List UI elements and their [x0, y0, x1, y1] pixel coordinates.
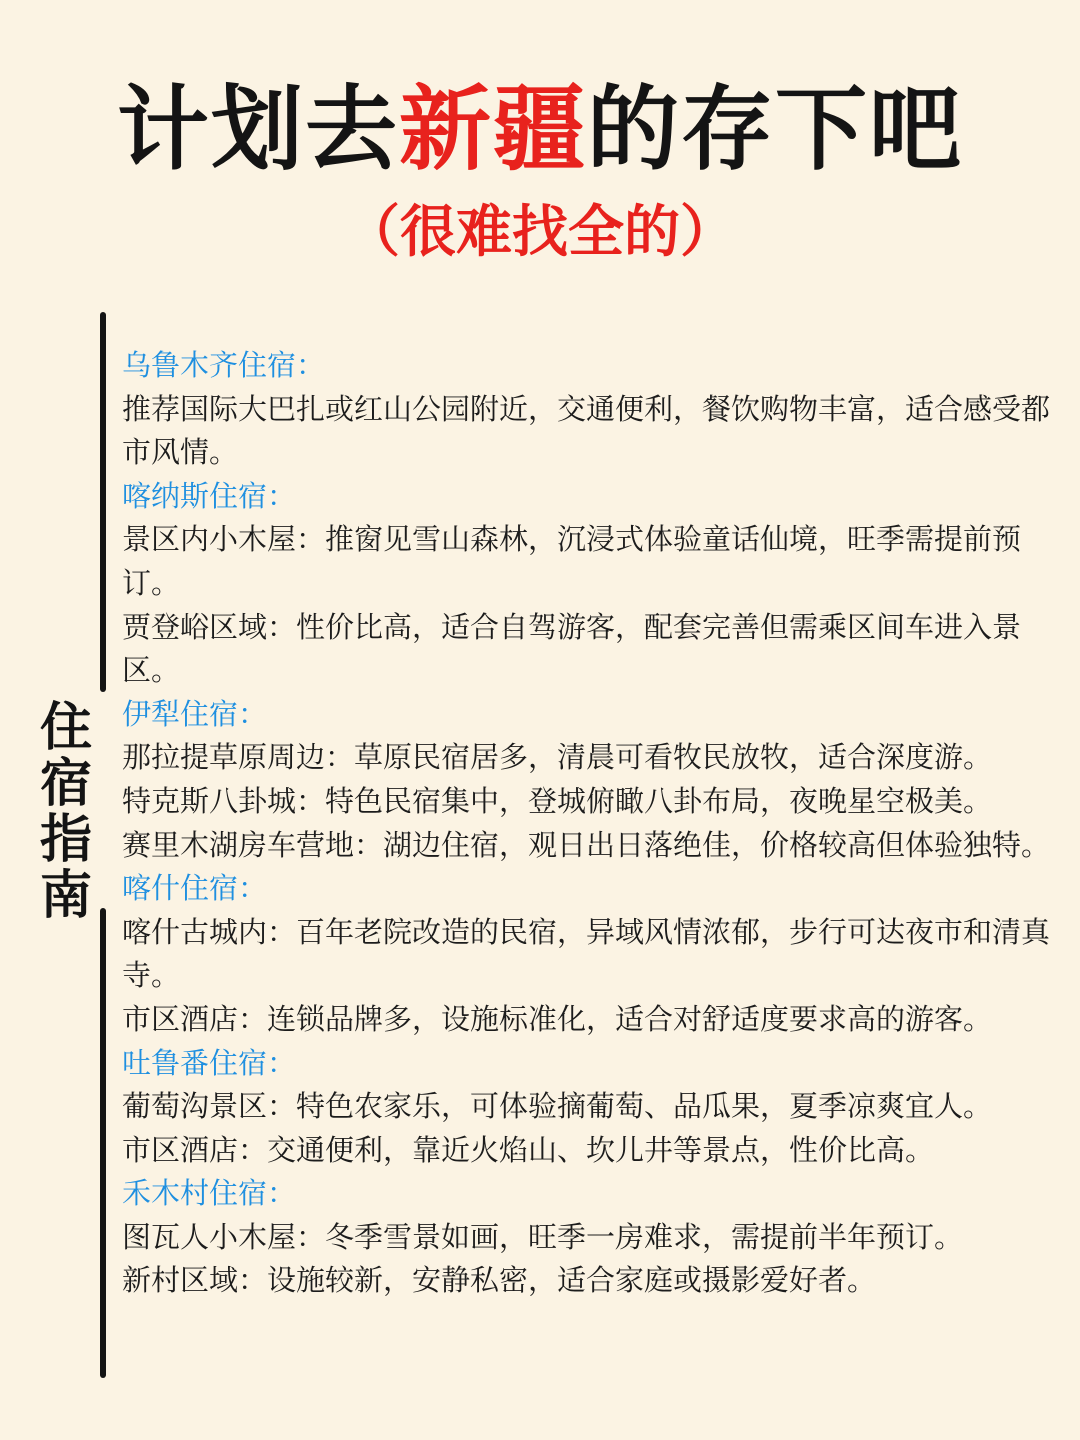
section-heading: 乌鲁木齐住宿： [122, 348, 326, 382]
page-title [0, 78, 1080, 182]
section-heading: 吐鲁番住宿： [122, 1045, 297, 1080]
list-item: 景区内小木屋：推窗见雪山森林，沉浸式体验童话仙境，旺季需提前预订。 [122, 522, 1022, 600]
section-urumqi [122, 344, 1052, 475]
title-highlight: 新疆 [398, 76, 587, 183]
list-item: 葡萄沟景区：特色农家乐，可体验摘葡萄、品瓜果，夏季凉爽宜人。 [122, 1089, 993, 1124]
list-item: 那拉提草原周边：草原民宿居多，清晨可看牧民放牧，适合深度游。 [122, 740, 993, 775]
list-item: 贾登峪区域：性价比高，适合自驾游客，配套完善但需乘区间车进入景区。 [122, 609, 1022, 688]
list-item: 图瓦人小木屋：冬季雪景如画，旺季一房难求，需提前半年预订。 [122, 1219, 964, 1254]
section-heading: 喀纳斯住宿： [122, 478, 297, 513]
side-divider-bottom [100, 908, 106, 1378]
section-turpan [122, 1042, 1052, 1173]
list-item: 市区酒店：连锁品牌多，设施标准化，适合对舒适度要求高的游客。 [122, 1001, 993, 1036]
list-item: 喀什古城内：百年老院改造的民宿，异域风情浓郁，步行可达夜市和清真寺。 [122, 914, 1051, 993]
section-heading: 喀什住宿： [122, 871, 268, 906]
side-label: 住宿指南 [39, 698, 92, 926]
section-heading: 伊犁住宿： [122, 696, 268, 731]
page-subtitle: （很难找全的） [344, 200, 736, 265]
side-divider-top [100, 312, 106, 692]
section-hemu [122, 1172, 1052, 1303]
list-item: 推荐国际大巴扎或红山公园附近，交通便利，餐饮购物丰富，适合感受都市风情。 [122, 391, 1051, 470]
title-part-1: 计划去 [116, 76, 399, 183]
lodging-guide [122, 344, 1052, 1303]
section-yili [122, 693, 1052, 867]
title-part-2: 的存下吧 [587, 76, 964, 183]
section-heading: 禾木村住宿： [122, 1176, 297, 1211]
section-kashgar [122, 867, 1052, 1041]
section-kanas [122, 475, 1052, 693]
list-item: 市区酒店：交通便利，靠近火焰山、坎儿井等景点，性价比高。 [122, 1132, 935, 1167]
list-item: 新村区域：设施较新，安静私密，适合家庭或摄影爱好者。 [122, 1263, 877, 1298]
list-item: 赛里木湖房车营地：湖边住宿，观日出日落绝佳，价格较高但体验独特。 [122, 827, 1051, 862]
list-item: 特克斯八卦城：特色民宿集中，登城俯瞰八卦布局，夜晚星空极美。 [122, 783, 993, 818]
